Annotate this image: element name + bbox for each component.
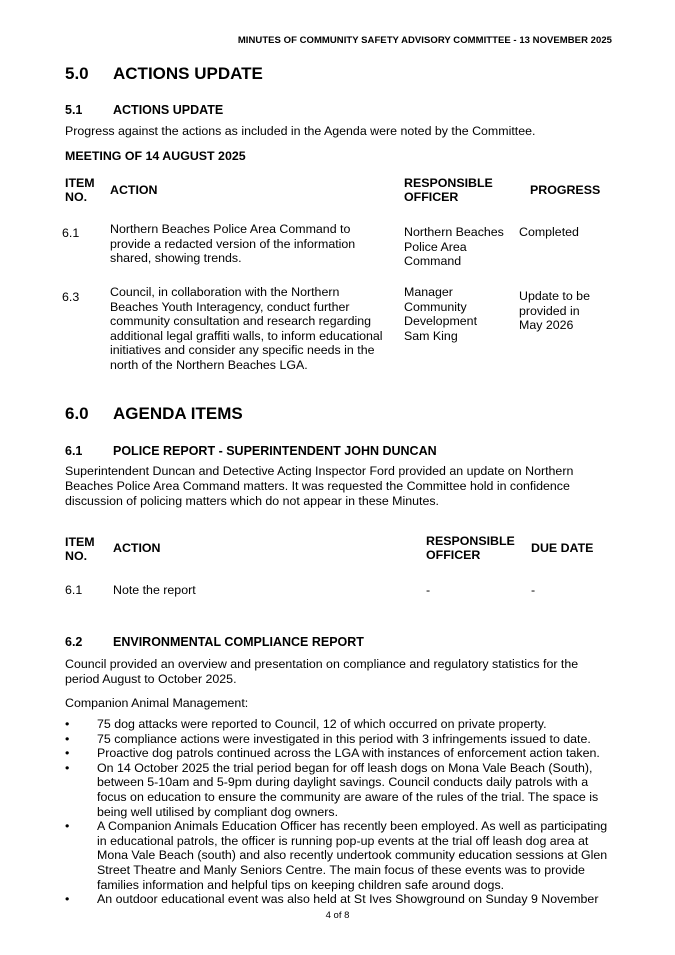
col-header-due-date: DUE DATE <box>531 541 594 555</box>
cell-responsible-officer: Northern Beaches Police Area Command <box>404 225 504 269</box>
col-header-item-no: ITEM NO. <box>65 535 95 563</box>
cell-item-no: 6.1 <box>65 583 83 597</box>
cell-item-no: 6.3 <box>62 290 80 304</box>
cell-action: Council, in collaboration with the Northern Beaches Youth Interagency, conduct further community consultation and research regarding additional legal graffiti walls, to inform educational initiatives and consider any specific needs in the north of the Northern Beaches LGA. <box>110 285 383 372</box>
bullet-icon: • <box>65 746 70 761</box>
list-item: • 75 dog attacks were reported to Council, 12 of which occurred on private property. <box>65 717 547 731</box>
subsection-heading-6-2 <box>65 635 565 651</box>
bullet-icon: • <box>65 731 70 746</box>
meeting-label: MEETING OF 14 AUGUST 2025 <box>65 149 246 163</box>
subsection-number: 6.2 <box>65 635 83 649</box>
list-item: • A Companion Animals Education Officer has recently been employed. As well as participating in educational patrols, the officer is running pop-up events at the trial off leash dog area at Mona Vale Beach (south) and also recently undertook community education sessions at Glen Street Theatre and Manly Seniors Centre. The main focus of these events was to provide families information and helpful tips on keeping children safe around dogs. <box>65 819 608 892</box>
col-header-action: ACTION <box>113 541 161 555</box>
list-item: • Proactive dog patrols continued across the LGA with instances of enforcement action taken. <box>65 746 600 761</box>
list-item: • An outdoor educational event was also held at St Ives Showground on Sunday 9 November <box>65 892 599 907</box>
section-number: 5.0 <box>65 64 89 83</box>
subsection-title: ENVIRONMENTAL COMPLIANCE REPORT <box>113 635 364 649</box>
subsection-heading-5-1 <box>65 103 465 119</box>
col-header-action: ACTION <box>110 183 158 197</box>
subsection-title: POLICE REPORT - SUPERINTENDENT JOHN DUNCAN <box>113 444 437 458</box>
cell-responsible-officer: Manager Community Development Sam King <box>404 285 478 343</box>
col-header-responsible-officer: RESPONSIBLE OFFICER <box>404 176 493 204</box>
actions-intro-text: Progress against the actions as included in the Agenda were noted by the Committee. <box>65 124 536 138</box>
cell-action: Northern Beaches Police Area Command to provide a redacted version of the information shared, showing trends. <box>110 222 356 266</box>
cell-responsible-officer: - <box>426 583 431 597</box>
cell-due-date: - <box>531 583 536 597</box>
col-header-item-no: ITEM NO. <box>65 176 95 204</box>
companion-animal-bullets <box>65 717 610 907</box>
bullet-icon: • <box>65 760 70 775</box>
page-number: 4 of 8 <box>325 910 350 921</box>
subsection-title: ACTIONS UPDATE <box>113 103 224 117</box>
cell-action: Note the report <box>113 583 196 597</box>
section-title: ACTIONS UPDATE <box>113 64 263 83</box>
col-header-progress: PROGRESS <box>530 183 601 197</box>
subsection-number: 6.1 <box>65 444 83 458</box>
cell-progress: Completed <box>519 225 579 239</box>
companion-animal-subheading: Companion Animal Management: <box>65 696 249 710</box>
bullet-icon: • <box>65 892 70 907</box>
list-item: • 75 compliance actions were investigated in this period with 3 infringements issued to date. <box>65 731 591 746</box>
bullet-icon: • <box>65 717 70 731</box>
col-header-responsible-officer: RESPONSIBLE OFFICER <box>426 534 515 562</box>
bullet-icon: • <box>65 819 70 834</box>
environmental-report-text: Council provided an overview and presentation on compliance and regulatory statistics for the period August to October 2025. <box>65 657 579 686</box>
section-number: 6.0 <box>65 404 89 423</box>
list-item: • On 14 October 2025 the trial period began for off leash dogs on Mona Vale Beach (South), between 5-10am and 5-9pm during daylight savings. Council conducts daily patrols with a focus on education to ensure the community are aware of the rules of the trial. The space is being well utilised by compliant dog owners. <box>65 760 599 819</box>
subsection-heading-6-1 <box>65 444 565 460</box>
cell-item-no: 6.1 <box>62 226 80 240</box>
subsection-number: 5.1 <box>65 103 83 117</box>
section-heading-6 <box>65 404 465 426</box>
running-header: MINUTES OF COMMUNITY SAFETY ADVISORY COMMITTEE - 13 NOVEMBER 2025 <box>237 35 612 46</box>
police-report-text: Superintendent Duncan and Detective Acting Inspector Ford provided an update on Northern Beaches Police Area Command matters. It was requested the Committee hold in confidence discussion of policing matters which do not appear in these Minutes. <box>65 464 574 508</box>
cell-progress: Update to be provided in May 2026 <box>519 289 590 333</box>
section-heading-5 <box>65 64 465 86</box>
section-title: AGENDA ITEMS <box>113 404 243 423</box>
